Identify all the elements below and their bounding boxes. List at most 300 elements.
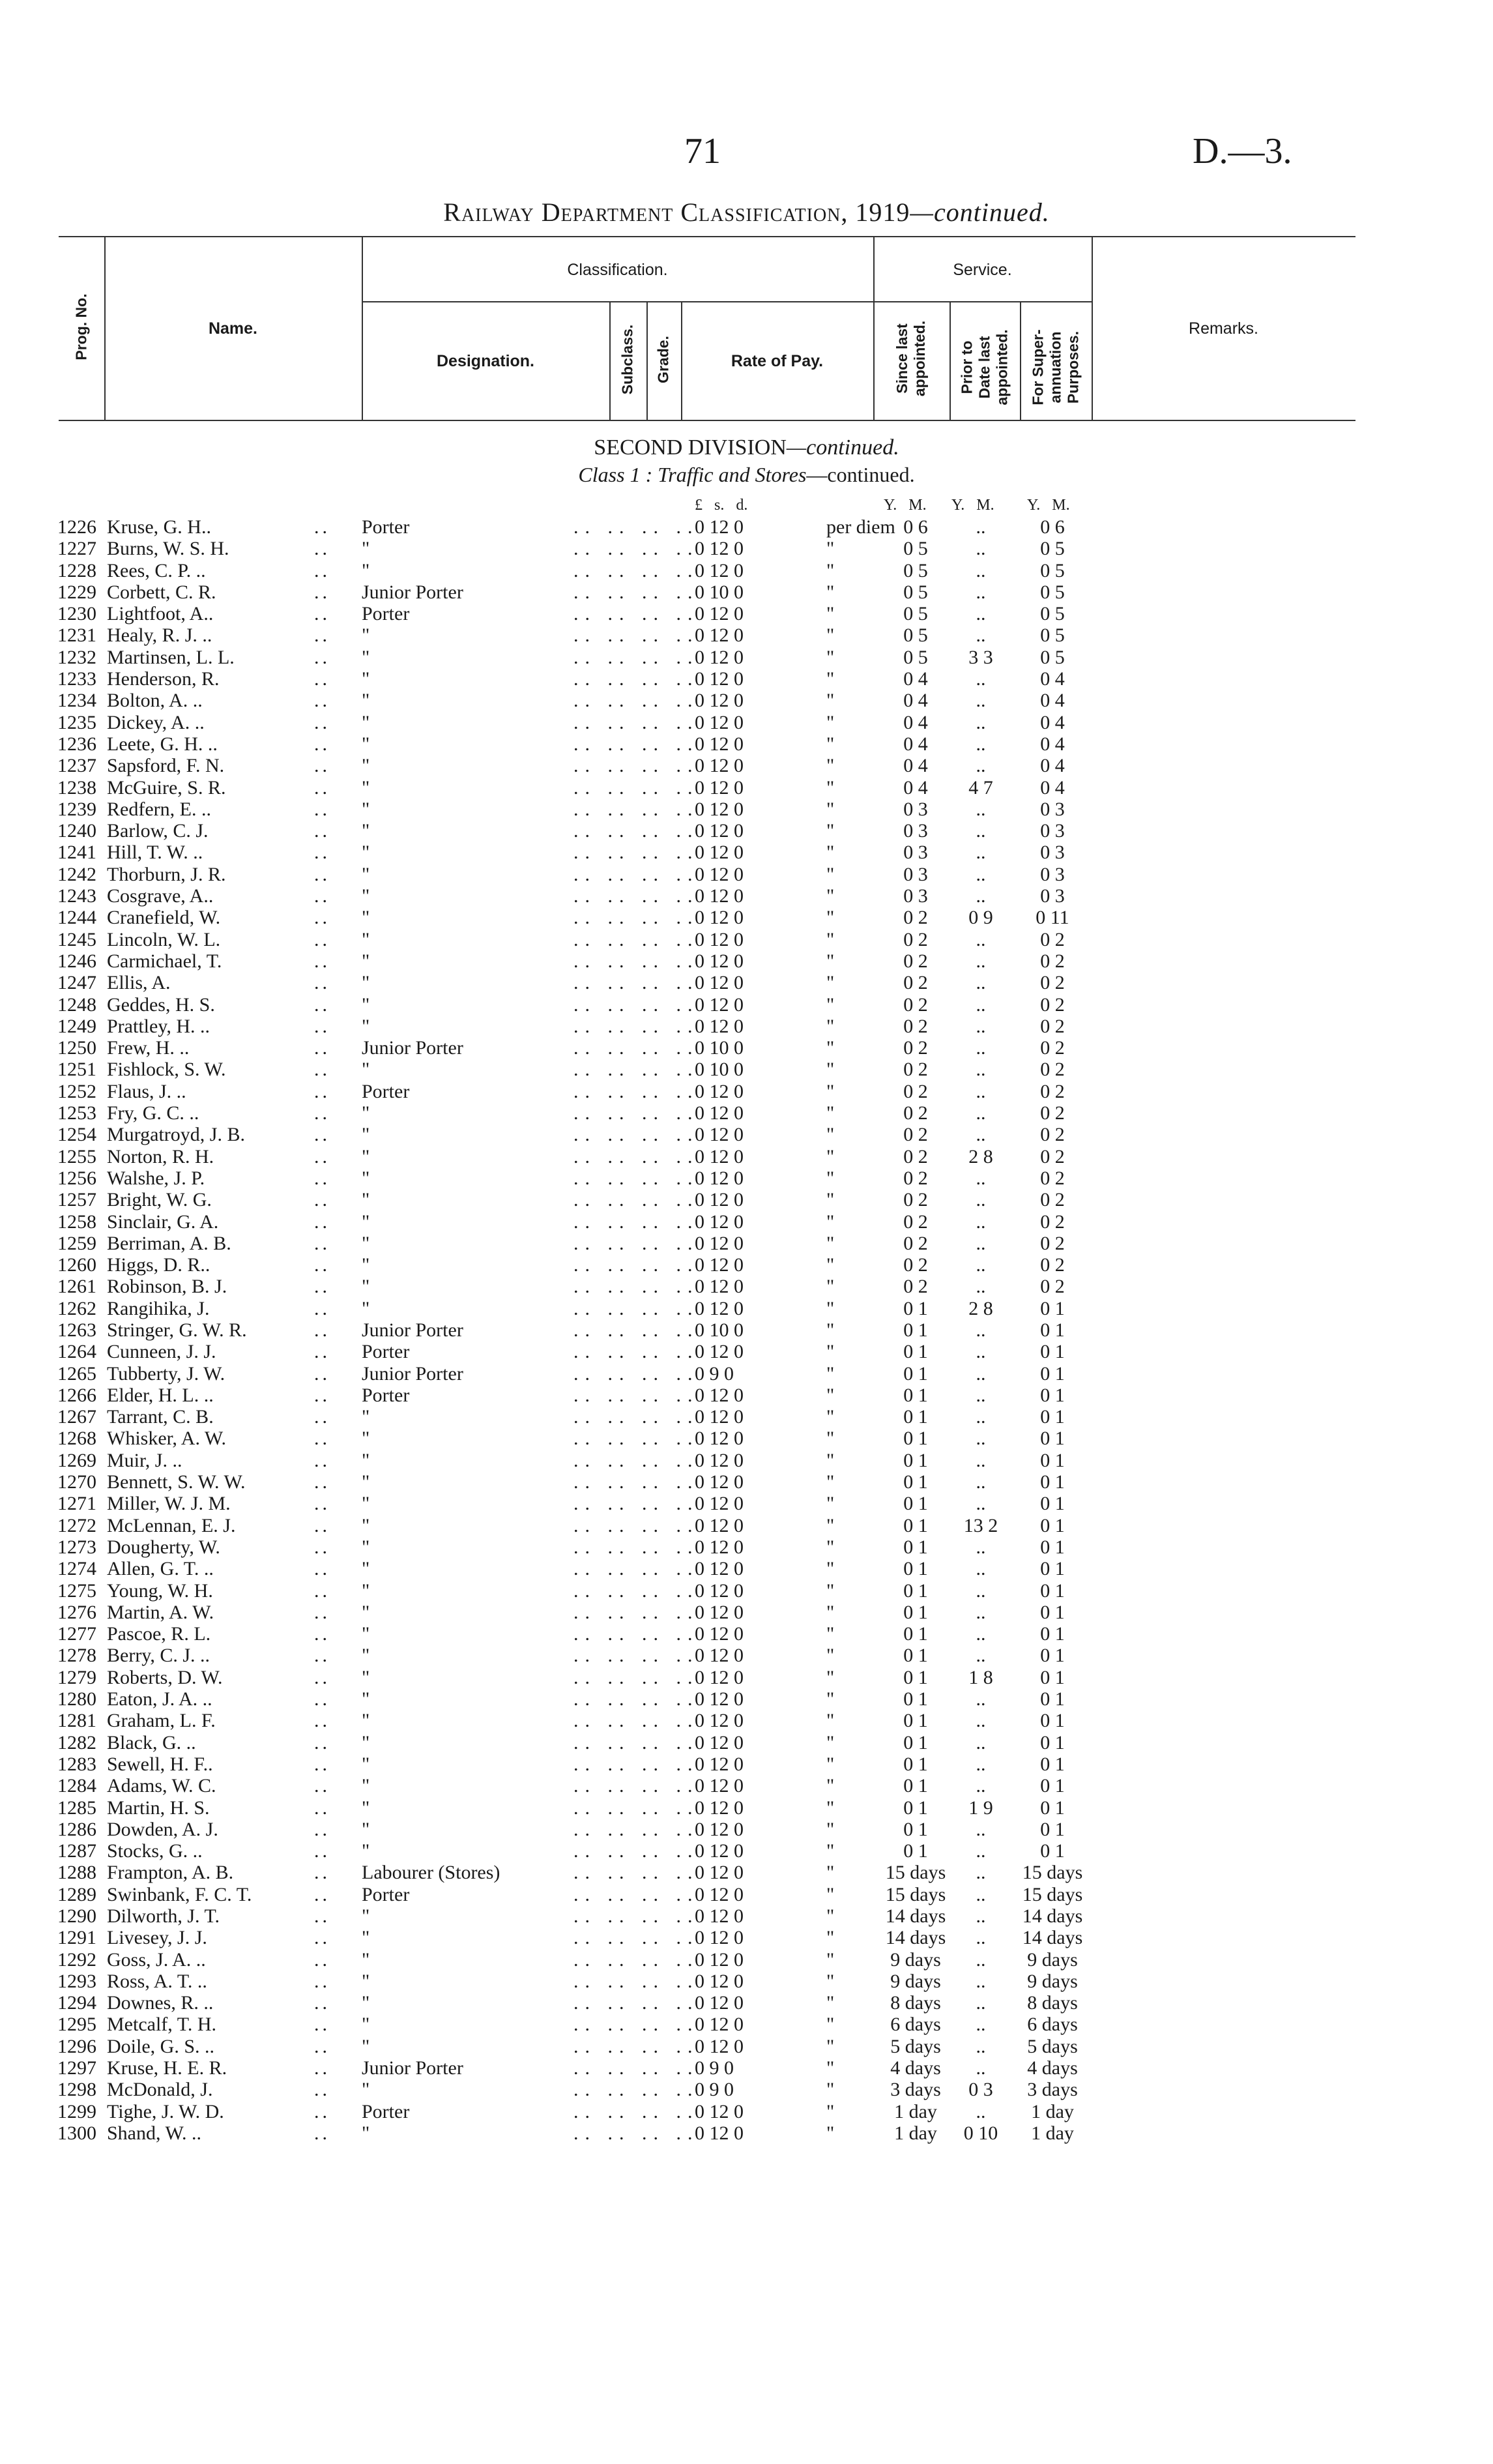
leader-dots: .. .. .. .. (573, 1818, 699, 1840)
leader-dots: .. (314, 1710, 330, 1732)
superannuation-service-cell: 0 2 (1040, 993, 1065, 1016)
table-row (0, 1905, 1493, 1927)
leader-dots: .. .. .. .. (573, 1927, 699, 1949)
pay-unit-cell: " (826, 1254, 835, 1276)
leader-dots: .. (314, 603, 330, 625)
table-row (0, 2014, 1493, 2035)
rate-of-pay-cell: 0 10 0 (695, 581, 744, 603)
leader-dots: .. (314, 646, 330, 668)
prior-service-cell: .. (976, 624, 986, 647)
prior-service-cell: .. (976, 1189, 986, 1211)
designation-cell: Labourer (Stores) (362, 1862, 500, 1884)
pay-unit-cell: " (826, 993, 835, 1016)
since-last-appointed-cell: 0 2 (903, 1232, 928, 1254)
rate-of-pay-cell: 0 12 0 (695, 1341, 744, 1363)
designation-cell: " (362, 1797, 370, 1819)
pay-unit-cell: per diem (826, 516, 895, 538)
designation-cell: " (362, 1059, 370, 1081)
leader-dots: .. (314, 733, 330, 755)
rate-of-pay-cell: 0 12 0 (695, 2035, 744, 2057)
leader-dots: .. .. .. .. (573, 1862, 699, 1884)
leader-dots: .. (314, 1276, 330, 1298)
leader-dots: .. (314, 1145, 330, 1167)
superannuation-service-cell: 0 2 (1040, 1232, 1065, 1254)
prog-no-cell: 1234 (57, 690, 96, 712)
designation-cell: " (362, 798, 370, 820)
table-row (0, 712, 1493, 733)
leader-dots: .. (314, 624, 330, 647)
prior-service-cell: .. (976, 1601, 986, 1623)
rate-of-pay-cell: 0 12 0 (695, 1905, 744, 1927)
rate-of-pay-cell: 0 12 0 (695, 690, 744, 712)
designation-cell: " (362, 1840, 370, 1862)
prog-no-cell: 1282 (57, 1731, 96, 1753)
name-cell: Livesey, J. J. (107, 1927, 207, 1949)
header-remarks: Remarks. (1189, 319, 1258, 338)
header-prior-to-date: Prior to Date last appointed. (958, 329, 1011, 405)
prog-no-cell: 1258 (57, 1210, 96, 1233)
leader-dots: .. (314, 1645, 330, 1667)
designation-cell: " (362, 1232, 370, 1254)
since-last-appointed-cell: 0 1 (903, 1536, 928, 1558)
pay-unit-cell: " (826, 1428, 835, 1450)
leader-dots: .. (314, 1080, 330, 1102)
name-cell: Rees, C. P. .. (107, 559, 206, 581)
table-row (0, 538, 1493, 559)
name-cell: Robinson, B. J. (107, 1276, 227, 1298)
superannuation-service-cell: 0 4 (1040, 668, 1065, 690)
table-row (0, 1146, 1493, 1167)
class-label: Class 1 : (578, 463, 653, 486)
designation-cell: " (362, 928, 370, 950)
rate-of-pay-cell: 0 12 0 (695, 1276, 744, 1298)
prog-no-cell: 1250 (57, 1037, 96, 1059)
prior-service-cell: .. (976, 1124, 986, 1146)
rate-of-pay-cell: 0 12 0 (695, 1297, 744, 1319)
designation-cell: " (362, 885, 370, 907)
superannuation-service-cell: 0 3 (1040, 798, 1065, 820)
table-row (0, 1254, 1493, 1276)
header-top-rule (59, 236, 1355, 237)
table-row (0, 2036, 1493, 2057)
name-cell: Walshe, J. P. (107, 1167, 205, 1189)
since-last-appointed-cell: 0 2 (903, 1145, 928, 1167)
prog-no-cell: 1228 (57, 559, 96, 581)
prog-no-cell: 1284 (57, 1775, 96, 1797)
prior-service-cell: .. (976, 1232, 986, 1254)
prog-no-cell: 1249 (57, 1015, 96, 1037)
superannuation-service-cell: 0 1 (1040, 1558, 1065, 1580)
rate-of-pay-cell: 0 12 0 (695, 668, 744, 690)
prior-service-cell: .. (976, 885, 986, 907)
since-last-appointed-cell: 0 2 (903, 928, 928, 950)
designation-cell: " (362, 1297, 370, 1319)
leader-dots: .. (314, 863, 330, 885)
leader-dots: .. .. .. .. (573, 2122, 699, 2144)
prog-no-cell: 1266 (57, 1384, 96, 1406)
prior-service-cell: .. (976, 863, 986, 885)
designation-cell: " (362, 1601, 370, 1623)
designation-cell: " (362, 1449, 370, 1471)
superannuation-service-cell: 0 1 (1040, 1666, 1065, 1688)
superannuation-service-cell: 0 1 (1040, 1319, 1065, 1341)
pay-unit-cell: " (826, 1688, 835, 1710)
prog-no-cell: 1274 (57, 1558, 96, 1580)
prog-no-cell: 1290 (57, 1905, 96, 1927)
designation-cell: " (362, 1579, 370, 1602)
table-row (0, 1167, 1493, 1189)
name-cell: Burns, W. S. H. (107, 538, 229, 560)
leader-dots: .. .. .. .. (573, 928, 699, 950)
name-cell: Sewell, H. F.. (107, 1753, 213, 1775)
since-last-appointed-cell: 0 4 (903, 755, 928, 777)
prior-service-cell: .. (976, 1992, 986, 2014)
prior-service-cell: .. (976, 1753, 986, 1775)
since-last-appointed-cell: 0 1 (903, 1753, 928, 1775)
pay-unit-cell: " (826, 1189, 835, 1211)
designation-cell: Junior Porter (362, 581, 463, 603)
prog-no-cell: 1227 (57, 538, 96, 560)
designation-cell: " (362, 559, 370, 581)
leader-dots: .. (314, 1471, 330, 1493)
pay-unit-cell: " (826, 1471, 835, 1493)
leader-dots: .. (314, 1319, 330, 1341)
name-cell: Ross, A. T. .. (107, 1970, 207, 1992)
header-name: Name. (208, 319, 258, 338)
leader-dots: .. .. .. .. (573, 1905, 699, 1927)
prior-service-cell: 4 7 (968, 776, 993, 799)
leader-dots: .. (314, 2100, 330, 2122)
pay-unit-cell: " (826, 2122, 835, 2144)
rate-of-pay-cell: 0 12 0 (695, 1731, 744, 1753)
rate-of-pay-cell: 0 12 0 (695, 1232, 744, 1254)
pay-unit-cell: " (826, 2079, 835, 2101)
since-last-appointed-cell: 0 5 (903, 538, 928, 560)
prior-service-cell: .. (976, 1471, 986, 1493)
rate-of-pay-cell: 0 12 0 (695, 2122, 744, 2144)
division-heading (0, 435, 1493, 460)
leader-dots: .. (314, 1688, 330, 1710)
leader-dots: .. .. .. .. (573, 1645, 699, 1667)
superannuation-service-cell: 0 1 (1040, 1341, 1065, 1363)
since-last-appointed-cell: 0 2 (903, 1254, 928, 1276)
leader-dots: .. .. .. .. (573, 950, 699, 972)
leader-dots: .. .. .. .. (573, 1406, 699, 1428)
pay-unit-cell: " (826, 1645, 835, 1667)
leader-dots: .. (314, 581, 330, 603)
prior-service-cell: .. (976, 2014, 986, 2036)
rate-of-pay-cell: 0 12 0 (695, 2100, 744, 2122)
designation-cell: " (362, 1514, 370, 1536)
superannuation-service-cell: 0 2 (1040, 1210, 1065, 1233)
rate-of-pay-cell: 0 12 0 (695, 559, 744, 581)
rate-of-pay-cell: 0 12 0 (695, 928, 744, 950)
table-row (0, 1233, 1493, 1254)
rate-of-pay-cell: 0 12 0 (695, 1623, 744, 1645)
designation-cell: " (362, 1406, 370, 1428)
name-cell: Whisker, A. W. (107, 1428, 226, 1450)
prog-no-cell: 1267 (57, 1406, 96, 1428)
since-last-appointed-cell: 0 2 (903, 1124, 928, 1146)
leader-dots: .. .. .. .. (573, 798, 699, 820)
prog-no-cell: 1248 (57, 993, 96, 1016)
leader-dots: .. .. .. .. (573, 863, 699, 885)
table-row (0, 1341, 1493, 1362)
rate-of-pay-cell: 0 12 0 (695, 1102, 744, 1124)
leader-dots: .. .. .. .. (573, 1948, 699, 1971)
prior-service-cell: .. (976, 2035, 986, 2057)
superannuation-service-cell: 0 2 (1040, 1124, 1065, 1146)
since-last-appointed-cell: 0 2 (903, 972, 928, 994)
designation-cell: " (362, 538, 370, 560)
leader-dots: .. .. .. .. (573, 1319, 699, 1341)
leader-dots: .. .. .. .. (573, 776, 699, 799)
name-cell: Black, G. .. (107, 1731, 196, 1753)
superannuation-service-cell: 3 days (1027, 2079, 1078, 2101)
rate-of-pay-cell: 0 12 0 (695, 1471, 744, 1493)
prog-no-cell: 1230 (57, 603, 96, 625)
designation-cell: Porter (362, 1080, 410, 1102)
designation-cell: Porter (362, 603, 410, 625)
leader-dots: .. (314, 2122, 330, 2144)
table-row (0, 864, 1493, 885)
leader-dots: .. (314, 907, 330, 929)
pay-unit-cell: " (826, 581, 835, 603)
name-cell: Ellis, A. (107, 972, 171, 994)
since-last-appointed-cell: 0 3 (903, 885, 928, 907)
pay-unit-cell: " (826, 1666, 835, 1688)
table-row (0, 647, 1493, 668)
prior-service-cell: .. (976, 668, 986, 690)
designation-cell: Porter (362, 2100, 410, 2122)
superannuation-service-cell: 0 3 (1040, 885, 1065, 907)
pay-unit-cell: " (826, 1927, 835, 1949)
table-row (0, 1884, 1493, 1905)
superannuation-service-cell: 0 3 (1040, 863, 1065, 885)
superannuation-service-cell: 0 4 (1040, 690, 1065, 712)
rate-of-pay-cell: 0 12 0 (695, 1536, 744, 1558)
since-last-appointed-cell: 0 4 (903, 733, 928, 755)
leader-dots: .. (314, 1341, 330, 1363)
since-last-appointed-cell: 0 5 (903, 581, 928, 603)
table-row (0, 1102, 1493, 1124)
name-cell: Lightfoot, A.. (107, 603, 214, 625)
pay-unit-cell: " (826, 1145, 835, 1167)
name-cell: Hill, T. W. .. (107, 842, 203, 864)
leader-dots: .. .. .. .. (573, 1276, 699, 1298)
since-last-appointed-cell: 0 5 (903, 624, 928, 647)
rate-of-pay-cell: 0 12 0 (695, 820, 744, 842)
prior-service-cell: .. (976, 1731, 986, 1753)
leader-dots: .. (314, 2079, 330, 2101)
pay-unit-cell: " (826, 1297, 835, 1319)
leader-dots: .. (314, 928, 330, 950)
rate-of-pay-cell: 0 12 0 (695, 1840, 744, 1862)
prior-service-cell: .. (976, 842, 986, 864)
prior-service-cell: .. (976, 1710, 986, 1732)
designation-cell: " (362, 972, 370, 994)
designation-cell: " (362, 1015, 370, 1037)
prog-no-cell: 1295 (57, 2014, 96, 2036)
since-last-appointed-cell: 0 3 (903, 798, 928, 820)
designation-cell: " (362, 1818, 370, 1840)
rate-of-pay-cell: 0 12 0 (695, 1970, 744, 1992)
name-cell: Carmichael, T. (107, 950, 222, 972)
rate-of-pay-cell: 0 12 0 (695, 1927, 744, 1949)
prior-service-cell: .. (976, 1276, 986, 1298)
prog-no-cell: 1247 (57, 972, 96, 994)
pay-unit-cell: " (826, 842, 835, 864)
since-last-appointed-cell: 0 1 (903, 1731, 928, 1753)
table-row (0, 1797, 1493, 1819)
leader-dots: .. .. .. .. (573, 1493, 699, 1515)
page-title (0, 197, 1493, 227)
prog-no-cell: 1293 (57, 1970, 96, 1992)
name-cell: Stringer, G. W. R. (107, 1319, 247, 1341)
pay-unit-cell: " (826, 2057, 835, 2079)
name-cell: McDonald, J. (107, 2079, 213, 2101)
since-last-appointed-cell: 0 1 (903, 1688, 928, 1710)
name-cell: Leete, G. H. .. (107, 733, 218, 755)
leader-dots: .. .. .. .. (573, 1753, 699, 1775)
leader-dots: .. .. .. .. (573, 516, 699, 538)
leader-dots: .. .. .. .. (573, 538, 699, 560)
leader-dots: .. .. .. .. (573, 993, 699, 1016)
unit-prior: Y. M. (951, 497, 994, 514)
leader-dots: .. (314, 1232, 330, 1254)
table-row (0, 1862, 1493, 1883)
name-cell: Bright, W. G. (107, 1189, 212, 1211)
since-last-appointed-cell: 15 days (885, 1862, 946, 1884)
rate-of-pay-cell: 0 12 0 (695, 1189, 744, 1211)
table-row (0, 1450, 1493, 1471)
leader-dots: .. (314, 1167, 330, 1189)
header-classification: Classification. (567, 261, 668, 279)
pay-unit-cell: " (826, 559, 835, 581)
rate-of-pay-cell: 0 12 0 (695, 1167, 744, 1189)
rate-of-pay-cell: 0 12 0 (695, 1145, 744, 1167)
prog-no-cell: 1287 (57, 1840, 96, 1862)
rate-of-pay-cell: 0 12 0 (695, 1015, 744, 1037)
designation-cell: " (362, 690, 370, 712)
designation-cell: " (362, 755, 370, 777)
table-row (0, 1471, 1493, 1493)
leader-dots: .. .. .. .. (573, 1666, 699, 1688)
name-cell: Shand, W. .. (107, 2122, 202, 2144)
prog-no-cell: 1245 (57, 928, 96, 950)
rate-of-pay-cell: 0 12 0 (695, 1775, 744, 1797)
designation-cell: Porter (362, 516, 410, 538)
since-last-appointed-cell: 0 3 (903, 842, 928, 864)
pay-unit-cell: " (826, 1059, 835, 1081)
prior-service-cell: .. (976, 1645, 986, 1667)
pay-unit-cell: " (826, 798, 835, 820)
designation-cell: " (362, 1189, 370, 1211)
name-cell: Doile, G. S. .. (107, 2035, 214, 2057)
since-last-appointed-cell: 0 2 (903, 1059, 928, 1081)
pay-unit-cell: " (826, 1276, 835, 1298)
rate-of-pay-cell: 0 12 0 (695, 1514, 744, 1536)
leader-dots: .. .. .. .. (573, 1579, 699, 1602)
table-row (0, 624, 1493, 646)
prior-service-cell: .. (976, 1362, 986, 1385)
header-divider (609, 301, 611, 420)
since-last-appointed-cell: 0 1 (903, 1797, 928, 1819)
table-row (0, 516, 1493, 538)
superannuation-service-cell: 0 1 (1040, 1797, 1065, 1819)
rate-of-pay-cell: 0 12 0 (695, 1862, 744, 1884)
superannuation-service-cell: 0 1 (1040, 1623, 1065, 1645)
name-cell: Lincoln, W. L. (107, 928, 221, 950)
pay-unit-cell: " (826, 863, 835, 885)
pay-unit-cell: " (826, 1840, 835, 1862)
division-suffix: —continued. (786, 435, 899, 460)
name-cell: Norton, R. H. (107, 1145, 214, 1167)
rate-of-pay-cell: 0 12 0 (695, 1493, 744, 1515)
prog-no-cell: 1257 (57, 1189, 96, 1211)
name-cell: Elder, H. L. .. (107, 1384, 214, 1406)
header-designation: Designation. (436, 352, 534, 370)
name-cell: Henderson, R. (107, 668, 220, 690)
name-cell: Sinclair, G. A. (107, 1210, 219, 1233)
header-prog-no: Prog. No. (72, 293, 90, 360)
prior-service-cell: 13 2 (963, 1514, 998, 1536)
name-cell: Tighe, J. W. D. (107, 2100, 224, 2122)
name-cell: Sapsford, F. N. (107, 755, 225, 777)
since-last-appointed-cell: 8 days (890, 1992, 941, 2014)
leader-dots: .. .. .. .. (573, 1623, 699, 1645)
superannuation-service-cell: 0 4 (1040, 733, 1065, 755)
table-row (0, 1753, 1493, 1775)
since-last-appointed-cell: 0 1 (903, 1471, 928, 1493)
leader-dots: .. (314, 1731, 330, 1753)
name-cell: Graham, L. F. (107, 1710, 216, 1732)
designation-cell: " (362, 1927, 370, 1949)
leader-dots: .. (314, 1059, 330, 1081)
prior-service-cell: .. (976, 1406, 986, 1428)
pay-unit-cell: " (826, 755, 835, 777)
superannuation-service-cell: 0 2 (1040, 1189, 1065, 1211)
leader-dots: .. .. .. .. (573, 1688, 699, 1710)
superannuation-service-cell: 0 5 (1040, 646, 1065, 668)
name-cell: Kruse, H. E. R. (107, 2057, 227, 2079)
since-last-appointed-cell: 0 1 (903, 1493, 928, 1515)
rate-of-pay-cell: 0 12 0 (695, 624, 744, 647)
table-row (0, 1775, 1493, 1797)
designation-cell: " (362, 1753, 370, 1775)
superannuation-service-cell: 5 days (1027, 2035, 1078, 2057)
since-last-appointed-cell: 0 1 (903, 1601, 928, 1623)
name-cell: Fry, G. C. .. (107, 1102, 199, 1124)
leader-dots: .. .. .. .. (573, 2057, 699, 2079)
superannuation-service-cell: 0 4 (1040, 711, 1065, 733)
prog-no-cell: 1300 (57, 2122, 96, 2144)
designation-cell: " (362, 1905, 370, 1927)
prior-service-cell: .. (976, 755, 986, 777)
name-cell: Martin, H. S. (107, 1797, 210, 1819)
pay-unit-cell: " (826, 1384, 835, 1406)
superannuation-service-cell: 0 3 (1040, 820, 1065, 842)
since-last-appointed-cell: 0 1 (903, 1623, 928, 1645)
header-mid-rule (362, 301, 1092, 302)
table-row (0, 733, 1493, 755)
name-cell: Frampton, A. B. (107, 1862, 234, 1884)
rate-of-pay-cell: 0 12 0 (695, 972, 744, 994)
header-divider (949, 301, 951, 420)
prior-service-cell: .. (976, 1927, 986, 1949)
since-last-appointed-cell: 3 days (890, 2079, 941, 2101)
rate-of-pay-cell: 0 12 0 (695, 1710, 744, 1732)
